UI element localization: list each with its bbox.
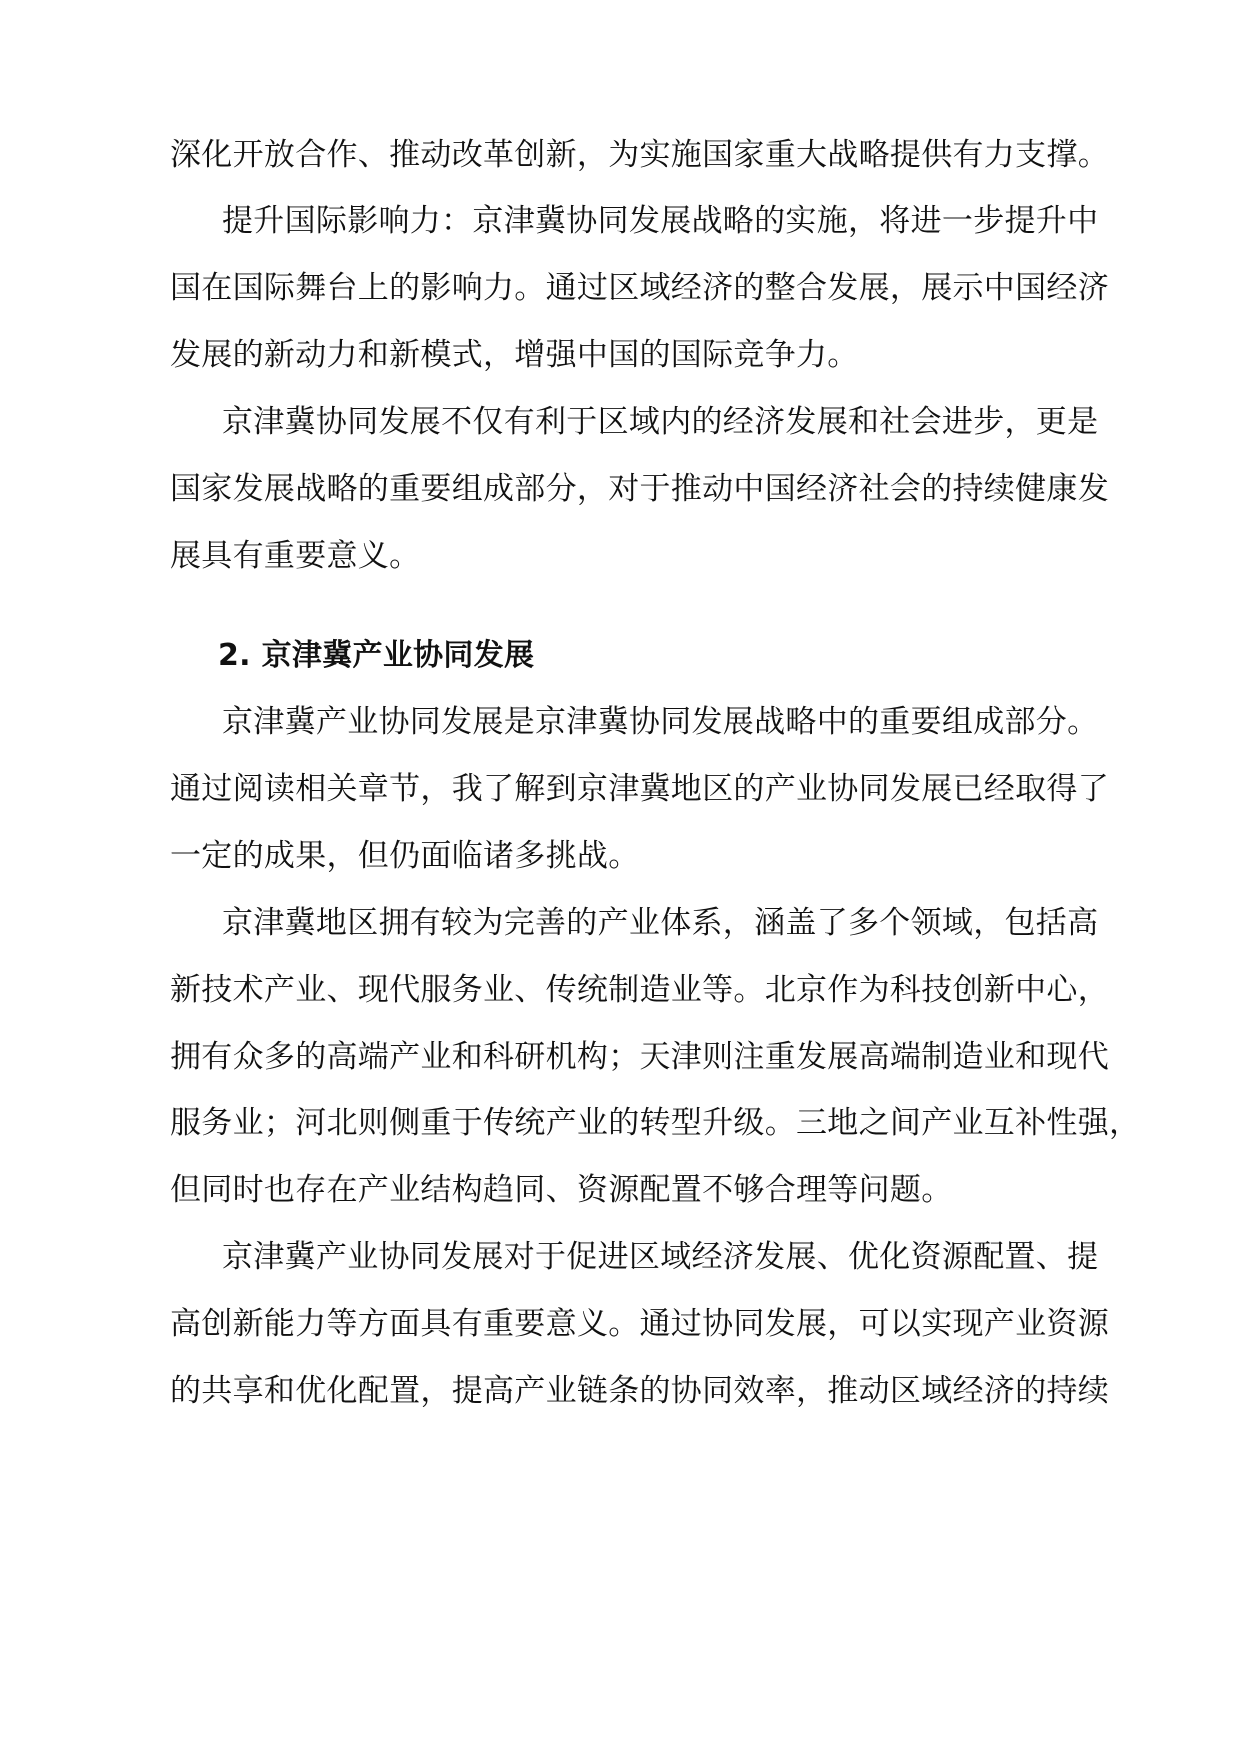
paragraph-first-line xyxy=(0,702,1241,742)
line-text: 服务业；河北则侧重于传统产业的转型升级。三地之间产业互补性强， xyxy=(170,1105,1141,1141)
line-text: 发展的新动力和新模式，增强中国的国际竞争力。 xyxy=(170,337,859,373)
text-line xyxy=(0,469,1241,509)
line-text: 但同时也存在产业结构趋同、资源配置不够合理等问题。 xyxy=(170,1172,953,1208)
text-line xyxy=(0,1170,1241,1210)
paragraph-first-line xyxy=(0,1237,1241,1277)
line-text: 国在国际舞台上的影响力。通过区域经济的整合发展，展示中国经济 xyxy=(170,270,1109,306)
text-line xyxy=(0,836,1241,876)
text-line xyxy=(0,1103,1241,1143)
line-text: 京津冀产业协同发展对于促进区域经济发展、优化资源配置、提 xyxy=(222,1239,1099,1275)
line-text: 京津冀产业协同发展是京津冀协同发展战略中的重要组成部分。 xyxy=(222,704,1099,740)
heading-text: 2. 京津冀产业协同发展 xyxy=(218,638,535,673)
paragraph-first-line xyxy=(0,201,1241,241)
text-line xyxy=(0,769,1241,809)
text-line xyxy=(0,1304,1241,1344)
line-text: 一定的成果，但仍面临诸多挑战。 xyxy=(170,838,640,874)
text-line xyxy=(0,970,1241,1010)
line-text: 国家发展战略的重要组成部分，对于推动中国经济社会的持续健康发 xyxy=(170,471,1109,507)
paragraph-first-line xyxy=(0,903,1241,943)
text-line xyxy=(0,1037,1241,1077)
line-text: 展具有重要意义。 xyxy=(170,538,421,574)
line-text: 提升国际影响力：京津冀协同发展战略的实施，将进一步提升中 xyxy=(222,203,1099,239)
line-text: 的共享和优化配置，提高产业链条的协同效率，推动区域经济的持续 xyxy=(170,1373,1109,1409)
line-text: 京津冀协同发展不仅有利于区域内的经济发展和社会进步，更是 xyxy=(222,404,1099,440)
line-text: 高创新能力等方面具有重要意义。通过协同发展，可以实现产业资源 xyxy=(170,1306,1109,1342)
paragraph-first-line xyxy=(0,402,1241,442)
text-line xyxy=(0,1371,1241,1411)
text-line xyxy=(0,335,1241,375)
line-text: 深化开放合作、推动改革创新，为实施国家重大战略提供有力支撑。 xyxy=(170,137,1109,173)
line-text: 京津冀地区拥有较为完善的产业体系，涵盖了多个领域，包括高 xyxy=(222,905,1099,941)
line-text: 通过阅读相关章节，我了解到京津冀地区的产业协同发展已经取得了 xyxy=(170,771,1109,807)
text-line xyxy=(0,135,1241,175)
section-heading xyxy=(0,636,1241,676)
line-text: 拥有众多的高端产业和科研机构；天津则注重发展高端制造业和现代 xyxy=(170,1039,1109,1075)
text-line xyxy=(0,268,1241,308)
text-line xyxy=(0,536,1241,576)
line-text: 新技术产业、现代服务业、传统制造业等。北京作为科技创新中心， xyxy=(170,972,1109,1008)
